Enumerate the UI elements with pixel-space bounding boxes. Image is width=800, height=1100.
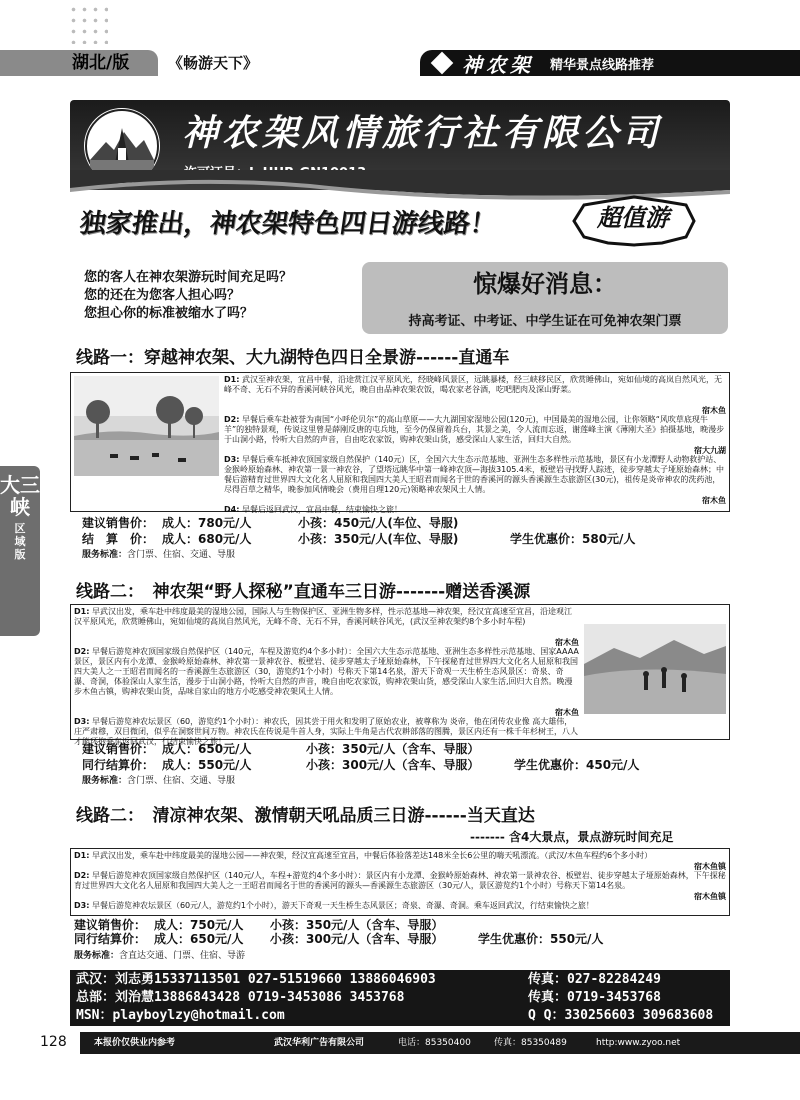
page-header — [0, 50, 800, 76]
question-3: 您担心你的标准被缩水了吗？ — [84, 306, 254, 321]
page-number: 128 — [40, 1034, 67, 1050]
price-label: 同行结算价： — [74, 932, 147, 946]
price-label: 结 算 价： — [82, 532, 155, 546]
service-text: 含门票、住宿、交通、导服 — [127, 550, 236, 560]
price-adult: 成人：750元/人 — [154, 918, 244, 932]
day-tag: D1: — [74, 607, 90, 616]
price-adult: 成人：780元/人 — [162, 516, 252, 530]
route-3-day-2-stay: 宿木鱼镇 — [694, 892, 726, 901]
day-tag: D2: — [74, 871, 90, 880]
route-2-prices — [82, 742, 732, 790]
route-2-day-2-stay: 宿木鱼 — [555, 708, 579, 717]
price-child: 小孩：450元/人(车位、导服) — [298, 516, 459, 530]
contact-hq: 总部：刘治慧13886843428 0719-3453086 3453768 — [76, 990, 405, 1005]
service-label: 服务标准： — [74, 951, 120, 961]
service-standard — [82, 549, 235, 561]
route-1-days — [224, 375, 726, 514]
route-2-day-1 — [74, 607, 579, 637]
decorative-dots — [68, 4, 108, 44]
question-2: 您的还在为您客人担心吗？ — [84, 288, 241, 303]
diamond-icon — [431, 52, 454, 75]
price-adult: 成人：650元/人 — [162, 742, 252, 756]
footer-fax: 传真：85350489 — [494, 1038, 567, 1048]
service-label: 服务标准： — [82, 776, 128, 786]
contact-wuhan: 武汉：刘志勇15337113501 027-51519660 13886046903 — [76, 972, 436, 987]
route-1-day-4 — [224, 505, 726, 515]
footer-url: http:www.zyoo.net — [596, 1038, 681, 1048]
footer-agency: 武汉华利广告有限公司 — [274, 1038, 365, 1048]
footer-tel: 电话：85350400 — [398, 1038, 471, 1048]
column-title: 《畅游天下》 — [168, 54, 259, 72]
price-student: 学生优惠价：450元/人 — [514, 758, 640, 772]
destination-subtitle: 精华景点线路推荐 — [550, 57, 655, 73]
day-text: 早武汉出发，乘车赴中纬度最美的湿地公园——神农架，经汉宜高速至宜昌，中餐后体验落差达148米全长6公里的嗨天吼漂流。（武汉/木鱼车程约6个多小时） — [91, 851, 653, 860]
price-label: 建议销售价： — [82, 516, 155, 530]
route-2-photo — [584, 624, 726, 714]
route-1-day-2-stay: 宿大九湖 — [694, 446, 726, 455]
destination-banner — [420, 50, 800, 76]
route-3-day-1-stay: 宿木鱼镇 — [694, 862, 726, 871]
day-tag: D3: — [74, 901, 90, 910]
price-label: 建议销售价： — [74, 918, 147, 932]
price-child: 小孩：300元/人（含车、导服） — [270, 932, 444, 946]
route-1-photo — [74, 376, 219, 476]
route-1-prices — [82, 516, 732, 564]
route-2-day-2 — [74, 647, 579, 707]
day-text: 早餐后游览神农顶国家级自然保护区（140元，车程及游览约4个多小时）：全国六大生态示范基地、亚洲生态多样性示范基地、国家AAAA景区，景区内有小龙潭、金猴岭原始森林、神农第一景神农谷、板壁岩、徒步穿越太子垭原始森林，下午探秘育过世界四大文化名人屈原和我国四大美人之一王昭君而闻名的一香溪源生态旅游区（30，游览约1个小时）号称天下第14名泉，游天下奇观一天生桥生态风景区：奇泉、奇瀑、奇洞，体验深山人家生活，漫步于山洞小路，怜听大自然的声音，晚自由吃农家饭，购神农架山货，感受深山人家生活,回归大自然。晚漫步木鱼古镇，购神农架山货，品味自家山的地方小吃感受神农架风土人情。 — [74, 647, 579, 696]
route-1-day-1-stay: 宿木鱼 — [702, 406, 726, 415]
page-footer — [80, 1032, 800, 1054]
service-standard — [82, 775, 235, 787]
day-text: 早餐后返回武汉，宜昌中餐，结束愉快之旅！ — [241, 505, 402, 514]
day-text: 早餐后乘车赴被誉为南国“小呼伦贝尔”的高山草原——大九湖国家湿地公园(120元)，中国最美的湿地公园，让你领略“风吹草底现牛羊”的独特景观，传说这里曾是薛刚反唐的屯兵地，至今仍保留着兵台，其景之美，令人流而忘返，谢莲峰主演《薄刚大圣》拍摄基地，晚漫步于山洞小路，怜听大自然的声音，自由吃农家饭，购神农架山货，感受深山人家生活，回归大自然。 — [224, 415, 725, 444]
contact-hq-fax: 传真：0719-3453768 — [528, 990, 661, 1005]
price-child: 小孩：350元/人（含车、导服） — [306, 742, 480, 756]
price-adult: 成人：650元/人 — [154, 932, 244, 946]
badge-text: 超值游 — [597, 203, 669, 232]
day-text: 早餐后游览神农坛景区（60元/人，游览约1个小时），游天下奇观一天生桥生态风景区；奇泉、奇瀑、奇洞。乘车返回武汉，行结束愉快之旅！ — [91, 901, 594, 910]
route-3-title: 线路二： 清凉神农架、激情朝天吼品质三日游------当天直达 — [76, 806, 535, 826]
news-title: 惊爆好消息： — [473, 269, 617, 298]
contact-msn: MSN：playboylzy@hotmail.com — [76, 1008, 285, 1023]
route-1-day-1 — [224, 375, 726, 405]
day-tag: D1: — [74, 851, 90, 860]
day-tag: D2: — [74, 647, 90, 656]
day-text: 早武汉出发，乘车赴中纬度最美的湿地公园，国际人与生物保护区、亚洲生物多样，性示范基地—神农架，经汉宜高速至宜昌，沿途观江汉平原风光，欣赏睡佛山，宛如仙境的高岚自然风光，无峰不奇、无石不异，香溪河峡谷风光，(武汉至神农架约8个多小时车程) — [74, 607, 572, 626]
price-adult: 成人：680元/人 — [162, 532, 252, 546]
footer-note: 本报价仅供业内参考 — [94, 1038, 176, 1048]
contact-panel — [70, 970, 730, 1026]
day-tag: D2: — [224, 415, 240, 424]
day-text: 早餐后乘车抵神农顶国家级自然保护（140元）区，全国六大生态示范基地、亚洲生态多样性示范基地，景区有小龙潭野人动物救护站、金猴岭原始森林、神农第一景一神农谷，了望塔远眺华中第一峰神农顶—海拔3105.4米，板壁岩寻找野人踪迹，徒步穿越太子垭原始森林；中餐后游精育过世界四大文化名人屈原和我国四大美人王昭君而闻名于世的香溪河的源头香溪源生态旅游区(30元)，祖传是炎帝神农的洗药池，尽得百草之精华，晚参加风情晚会（费用自理120元)领略神农架风土人情。 — [224, 455, 724, 494]
price-child: 小孩：350元/人（含车、导服） — [270, 918, 444, 932]
company-name: 神农架风情旅行社有限公司 — [182, 112, 663, 154]
day-text: 早餐后游览神农坛景区（60，游览约1个小时）：神农氏，因其尝于用火和发明了原始农业，被尊称为 炎帝，他在闭传农业像 高大雄伟，庄严肃穆，双目微闭，似乎在洞察世间万物。神农氏在传说是牛首人身，实际上牛角是古代农耕部落的图腾，景区内还有一株千年杉树王，八人才能环抱乘车返回武汉，行结束愉快之旅！ — [74, 717, 578, 746]
price-label: 建议销售价： — [82, 742, 155, 756]
region-label: 湖北/版 — [0, 50, 158, 76]
route-2-days — [74, 607, 579, 746]
day-text: 武汉至神农架，宜昌中餐，沿途赏江汉平原风光，经晓峰风景区，远眺暴楼，经三峡移民区，欣赏睡佛山，宛如仙境的高岚自然风光，无峰不奇、无石不异的香溪河峡谷风光，晚自由品神农架农饭，喝农家老谷酒，吃吧肥肉及深山野菜。 — [224, 375, 722, 394]
route-2-day-1-stay: 宿木鱼 — [555, 638, 579, 647]
side-tab — [0, 466, 40, 636]
route-3-day-1 — [74, 851, 726, 861]
service-label: 服务标准： — [82, 550, 128, 560]
question-1: 您的客人在神农架游玩时间充足吗？ — [84, 270, 293, 285]
contact-wuhan-fax: 传真：027-82284249 — [528, 972, 661, 987]
day-tag: D3: — [224, 455, 240, 464]
contact-qq: Q Q：330256603 309683608 — [528, 1008, 714, 1023]
price-student: 学生优惠价：550元/人 — [478, 932, 604, 946]
service-text: 含直达交通、门票、住宿、导游 — [119, 951, 246, 961]
route-1-day-3 — [224, 455, 726, 495]
promo-headline: 独家推出，神农架特色四日游线路！ — [77, 209, 499, 239]
news-subtitle: 持高考证、中考证、中学生证在可免神农架门票 — [408, 314, 682, 329]
price-child: 小孩：350元/人(车位、导服) — [298, 532, 459, 546]
route-1-day-3-stay: 宿木鱼 — [702, 496, 726, 505]
route-1-title: 线路一：穿越神农架、大九湖特色四日全景游------直通车 — [76, 348, 510, 368]
day-tag: D1: — [224, 375, 240, 384]
day-tag: D4: — [224, 505, 240, 514]
day-tag: D3: — [74, 717, 90, 726]
price-student: 学生优惠价：580元/人 — [510, 532, 636, 546]
price-label: 同行结算价： — [82, 758, 155, 772]
price-adult: 成人：550元/人 — [162, 758, 252, 772]
route-2-title: 线路二： 神农架“野人探秘”直通车三日游-------赠送香溪源 — [76, 582, 531, 602]
route-3-prices — [74, 918, 730, 966]
day-text: 早餐后游览神农顶国家级自然保护区（140元/人，车程+游览约4个多小时）：景区内有小龙潭、金猴岭原始森林、神农第一景神农谷、板壁岩、徒步穿越太子垭原始森林，下午探秘育过世界四大文化名人屈原和我国四大美人之一王昭君而闻名于世的香溪河的源头—香溪源生态旅游区（30元/人，景区游览约1个小时）号称天下第14名泉。 — [74, 871, 726, 890]
route-3-day-3 — [74, 901, 726, 911]
service-standard — [74, 950, 245, 962]
route-3-day-2 — [74, 871, 726, 891]
route-1-day-2 — [224, 415, 726, 445]
route-3-subtitle: ------- 含4大景点，景点游玩时间充足 — [470, 830, 674, 844]
side-tab-chars: 大三峡 — [0, 473, 40, 519]
destination-name: 神农架 — [462, 52, 534, 77]
side-tab-label: 区域版 — [14, 522, 26, 561]
service-text: 含门票、住宿、交通、导服 — [127, 776, 236, 786]
route-3-days — [74, 851, 726, 915]
price-child: 小孩：300元/人（含车、导服） — [306, 758, 480, 772]
